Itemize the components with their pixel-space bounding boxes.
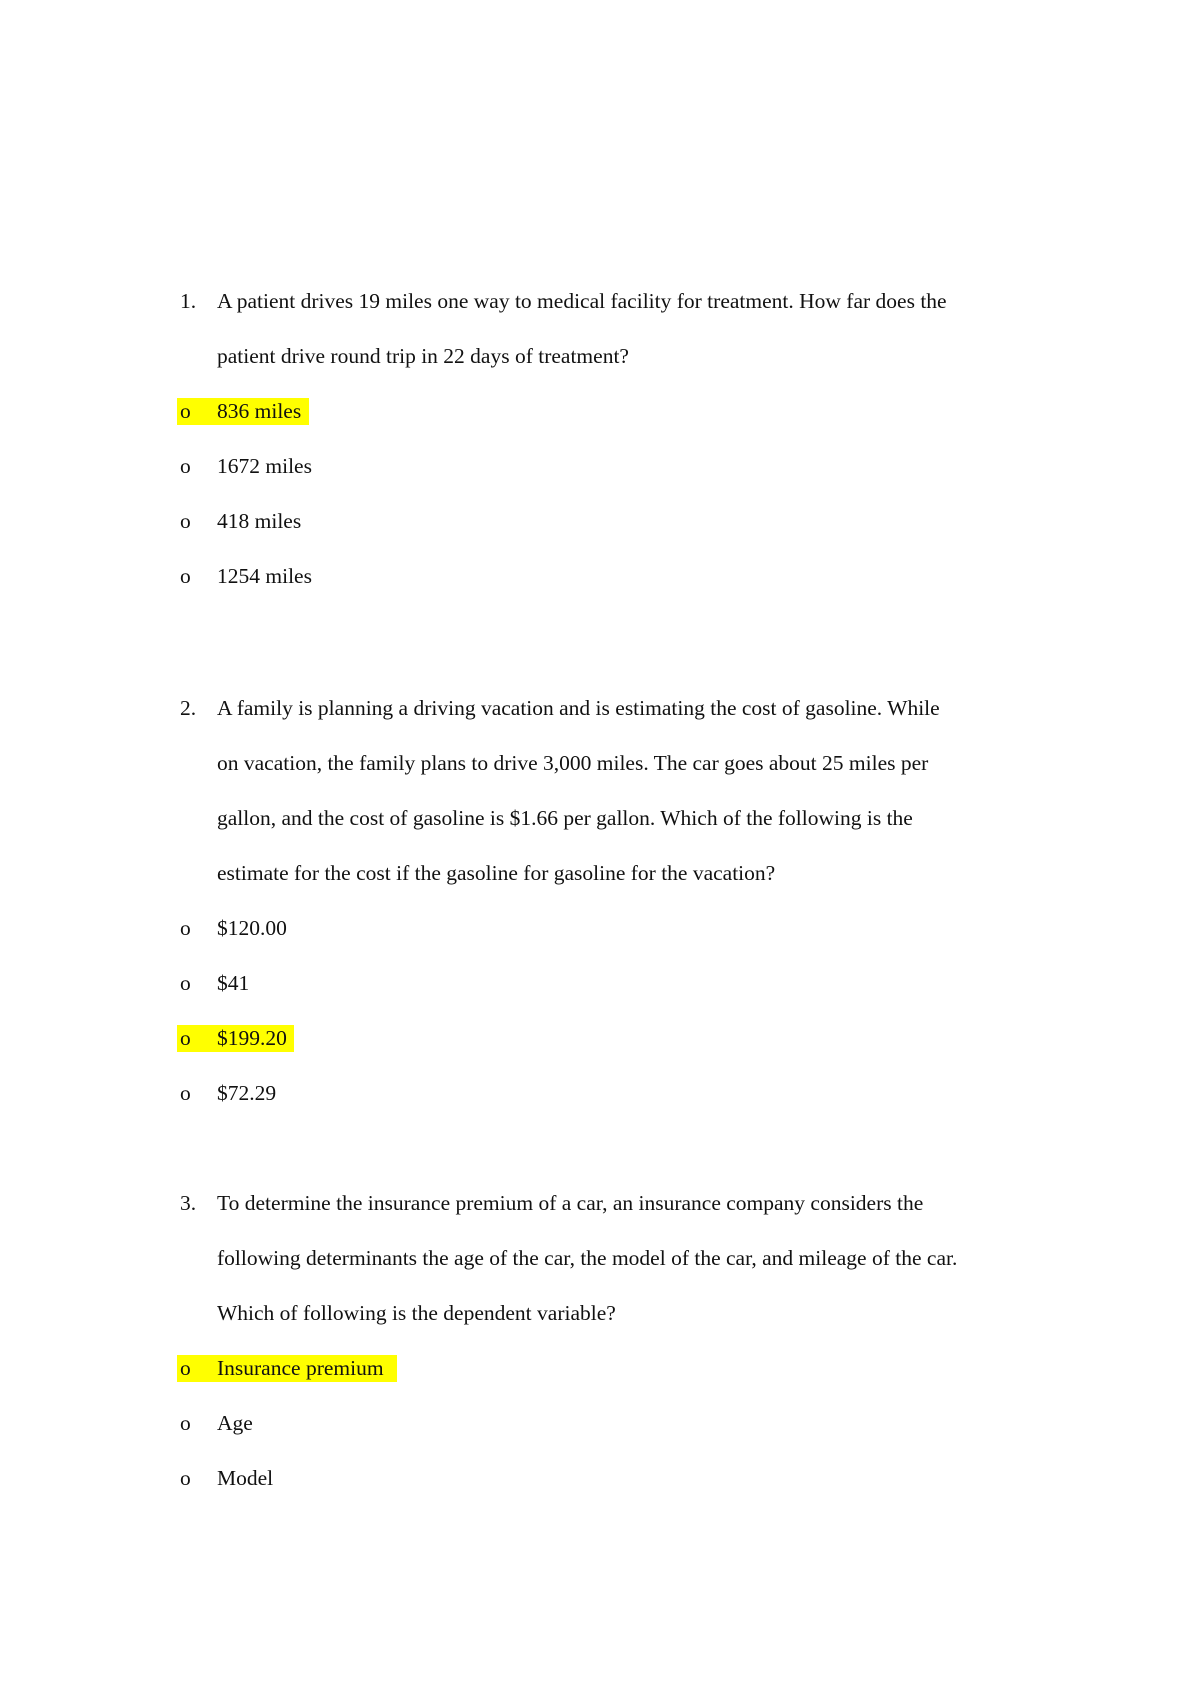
question-line (180, 750, 1060, 805)
answer-option (180, 398, 1060, 453)
question-text: To determine the insurance premium of a car, an insurance company considers the (217, 1191, 924, 1215)
option-text: $120.00 (217, 916, 287, 940)
option-text: $72.29 (217, 1081, 277, 1105)
option-text: Age (217, 1411, 253, 1435)
option-bullet: o (180, 1081, 191, 1105)
question-line (180, 1190, 1060, 1245)
option-bullet: o (180, 454, 191, 478)
question-line (180, 805, 1060, 860)
answer-option (180, 1465, 1060, 1520)
question-line (180, 860, 1060, 915)
option-bullet: o (180, 1411, 191, 1435)
answer-option (180, 453, 1060, 508)
question-text: A patient drives 19 miles one way to medical facility for treatment. How far does the (217, 289, 947, 313)
option-bullet: o (180, 564, 191, 588)
question-text: following determinants the age of the car, the model of the car, and mileage of the car. (217, 1246, 958, 1270)
option-text: 836 miles (217, 399, 302, 423)
question-text: patient drive round trip in 22 days of treatment? (217, 344, 629, 368)
question-line (180, 695, 1060, 750)
question-number: 3. (180, 1191, 197, 1215)
option-bullet: o (180, 1356, 191, 1380)
question-text: A family is planning a driving vacation and is estimating the cost of gasoline. While (217, 696, 940, 720)
question-line (180, 1300, 1060, 1355)
option-bullet: o (180, 1466, 191, 1490)
option-bullet: o (180, 1026, 191, 1050)
answer-option (180, 563, 1060, 618)
option-text: $199.20 (217, 1026, 287, 1050)
option-bullet: o (180, 509, 191, 533)
option-text: 418 miles (217, 509, 302, 533)
answer-option (180, 1080, 1060, 1135)
answer-option (180, 970, 1060, 1025)
question-text: Which of following is the dependent variable? (217, 1301, 616, 1325)
question-line (180, 288, 1060, 343)
answer-option (180, 915, 1060, 970)
answer-option (180, 1025, 1060, 1080)
answer-option (180, 508, 1060, 563)
question-text: on vacation, the family plans to drive 3,000 miles. The car goes about 25 miles per (217, 751, 929, 775)
question-line (180, 343, 1060, 398)
question-1 (180, 288, 1060, 618)
option-bullet: o (180, 916, 191, 940)
question-2 (180, 695, 1060, 1135)
question-line (180, 1245, 1060, 1300)
option-bullet: o (180, 399, 191, 423)
option-text: $41 (217, 971, 250, 995)
question-text: gallon, and the cost of gasoline is $1.66 per gallon. Which of the following is the (217, 806, 913, 830)
option-bullet: o (180, 971, 191, 995)
question-number: 1. (180, 289, 197, 313)
option-text: Insurance premium (217, 1356, 384, 1380)
question-number: 2. (180, 696, 197, 720)
question-3 (180, 1190, 1060, 1520)
answer-option (180, 1355, 1060, 1410)
answer-option (180, 1410, 1060, 1465)
option-text: 1254 miles (217, 564, 312, 588)
option-text: Model (217, 1466, 274, 1490)
question-text: estimate for the cost if the gasoline for gasoline for the vacation? (217, 861, 776, 885)
option-text: 1672 miles (217, 454, 312, 478)
